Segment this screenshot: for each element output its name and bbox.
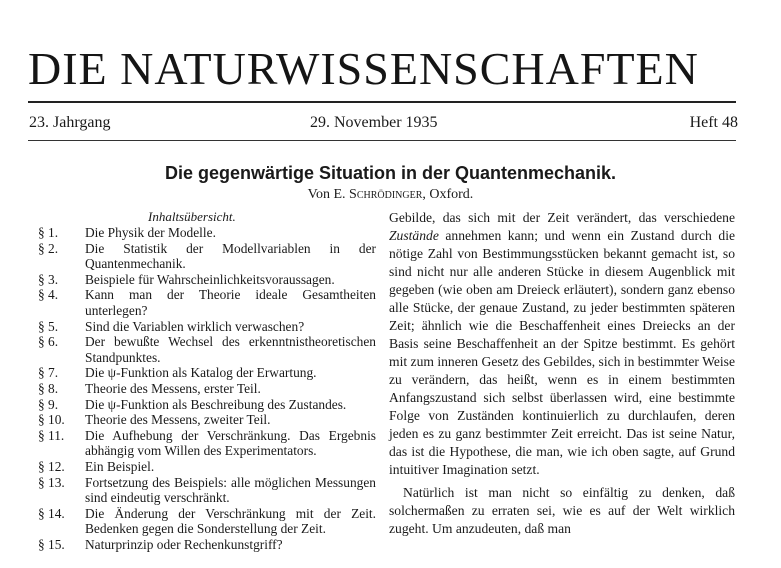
toc-item-number: § 11.: [38, 427, 65, 443]
toc-item: [38, 272, 376, 288]
toc-item: [38, 241, 376, 272]
body-text: Gebilde, das sich mit der Zeit verändert, das verschiedene: [389, 210, 735, 225]
toc-item: [38, 365, 376, 381]
toc-item-text: Die Änderung der Verschränkung mit der Zeit. Bedenken gegen die Sonderstellung der Zeit.: [85, 505, 376, 537]
body-text-column: [389, 209, 735, 538]
header-rule: [28, 101, 736, 103]
toc-item-text: Die ψ-Funktion als Beschreibung des Zustandes.: [85, 396, 347, 412]
toc-item-text: Naturprinzip oder Rechenkunstgriff?: [85, 536, 283, 552]
toc-item: [38, 475, 376, 506]
toc-item-text: Die Statistik der Modellvariablen in der Quantenmechanik.: [85, 240, 376, 272]
toc-item-number: § 3.: [38, 271, 59, 287]
byline: [0, 186, 781, 204]
toc-item-number: § 10.: [38, 412, 65, 428]
toc-item-number: § 4.: [38, 287, 59, 303]
toc-item: [38, 319, 376, 335]
toc-item-text: Theorie des Messens, zweiter Teil.: [85, 412, 271, 428]
toc-item-number: § 15.: [38, 536, 65, 552]
toc-item-text: Die Physik der Modelle.: [85, 225, 216, 240]
toc-item: [38, 428, 376, 459]
toc-item-number: § 1.: [38, 225, 59, 240]
toc-item-number: § 5.: [38, 318, 59, 334]
toc-item-text: Theorie des Messens, erster Teil.: [85, 380, 261, 396]
volume-label: 23. Jahrgang: [29, 114, 111, 131]
toc-item-number: § 12.: [38, 458, 65, 474]
journal-title: DIE NATURWISSENSCHAFTEN: [28, 43, 699, 94]
issue-number: Heft 48: [689, 114, 738, 131]
body-paragraph: [389, 209, 735, 479]
toc-item-number: § 13.: [38, 474, 65, 490]
toc-item-number: § 6.: [38, 334, 59, 350]
body-paragraph: Natürlich ist man nicht so einfältig zu denken, daß solchermaßen zu erraten sei, wie es auf der Welt wirklich zugeht. Um anzudeuten, daß man: [389, 485, 735, 536]
toc-item-text: Kann man der Theorie ideale Gesamtheiten unterlegen?: [85, 287, 376, 318]
toc-item-text: Ein Beispiel.: [85, 458, 155, 474]
toc-item: [38, 397, 376, 413]
toc-item: [38, 506, 376, 537]
toc-item-number: § 14.: [38, 505, 65, 521]
toc-item: [38, 537, 376, 553]
emphasized-term: Zustände: [389, 228, 439, 243]
byline-prefix: Von E.: [307, 187, 346, 202]
toc-item: [38, 334, 376, 365]
toc-item-number: § 9.: [38, 396, 59, 412]
issue-date: 29. November 1935: [310, 114, 438, 131]
toc-item-number: § 7.: [38, 365, 59, 381]
toc-heading: Inhaltsübersicht.: [148, 209, 236, 224]
toc-item: [38, 225, 376, 241]
toc-item-number: § 2.: [38, 240, 59, 256]
toc-item-text: Fortsetzung des Beispiels: alle möglichen Messungen sind eindeutig verschränkt.: [85, 474, 376, 506]
meta-rule: [28, 140, 736, 141]
table-of-contents: [38, 225, 376, 552]
toc-item-text: Der bewußte Wechsel des erkenntnistheoretischen Standpunktes.: [85, 334, 376, 365]
toc-item: [38, 459, 376, 475]
toc-item-text: Die Aufhebung der Verschränkung. Das Ergebnis abhängig vom Willen des Experimentators.: [85, 427, 376, 459]
byline-affiliation: , Oxford.: [422, 187, 474, 202]
toc-item: [38, 381, 376, 397]
toc-item-number: § 8.: [38, 380, 59, 396]
toc-item-text: Sind die Variablen wirklich verwaschen?: [85, 318, 305, 334]
toc-item: [38, 287, 376, 318]
toc-item: [38, 412, 376, 428]
article-title: Die gegenwärtige Situation in der Quantenmechanik.: [164, 163, 617, 183]
author-name: Schrödinger: [349, 187, 423, 202]
toc-item-text: Die ψ-Funktion als Katalog der Erwartung.: [85, 365, 317, 381]
toc-item-text: Beispiele für Wahrscheinlichkeitsvoraussagen.: [85, 271, 335, 287]
body-text: annehmen kann; und wenn ein Zustand durch die nötige Zahl von Bestimmungsstücken bekannt gemacht ist, so sind nicht nur alle anderen Stücke in diesem Augenblick mit gegeben (wie oben am Dreieck erläutert), sondern ganz ebenso alle Stücke, der genaue Zustand, zu jeder bestimmten späteren Zeit; ähnlich wie die Beschaffenheit eines Dreiecks an der Basis seine Beschaffenheit an der Spitze bestimmt. Es gehört mit zum inneren Gesetz des Gebildes, sich in bestimmter Weise zu verändern, das heißt, wenn es in einem bestimmten Anfangszustand sich selbst überlassen wird, eine bestimmte Folge von Zuständen kontinuierlich zu durchlaufen, deren jeden es zu ganz bestimmter Zeit erreicht. Das ist seine Natur, das ist die Hypothese, die man, wie ich oben sagte, auf Grund intuitiver Imagination setzt.: [389, 228, 735, 477]
